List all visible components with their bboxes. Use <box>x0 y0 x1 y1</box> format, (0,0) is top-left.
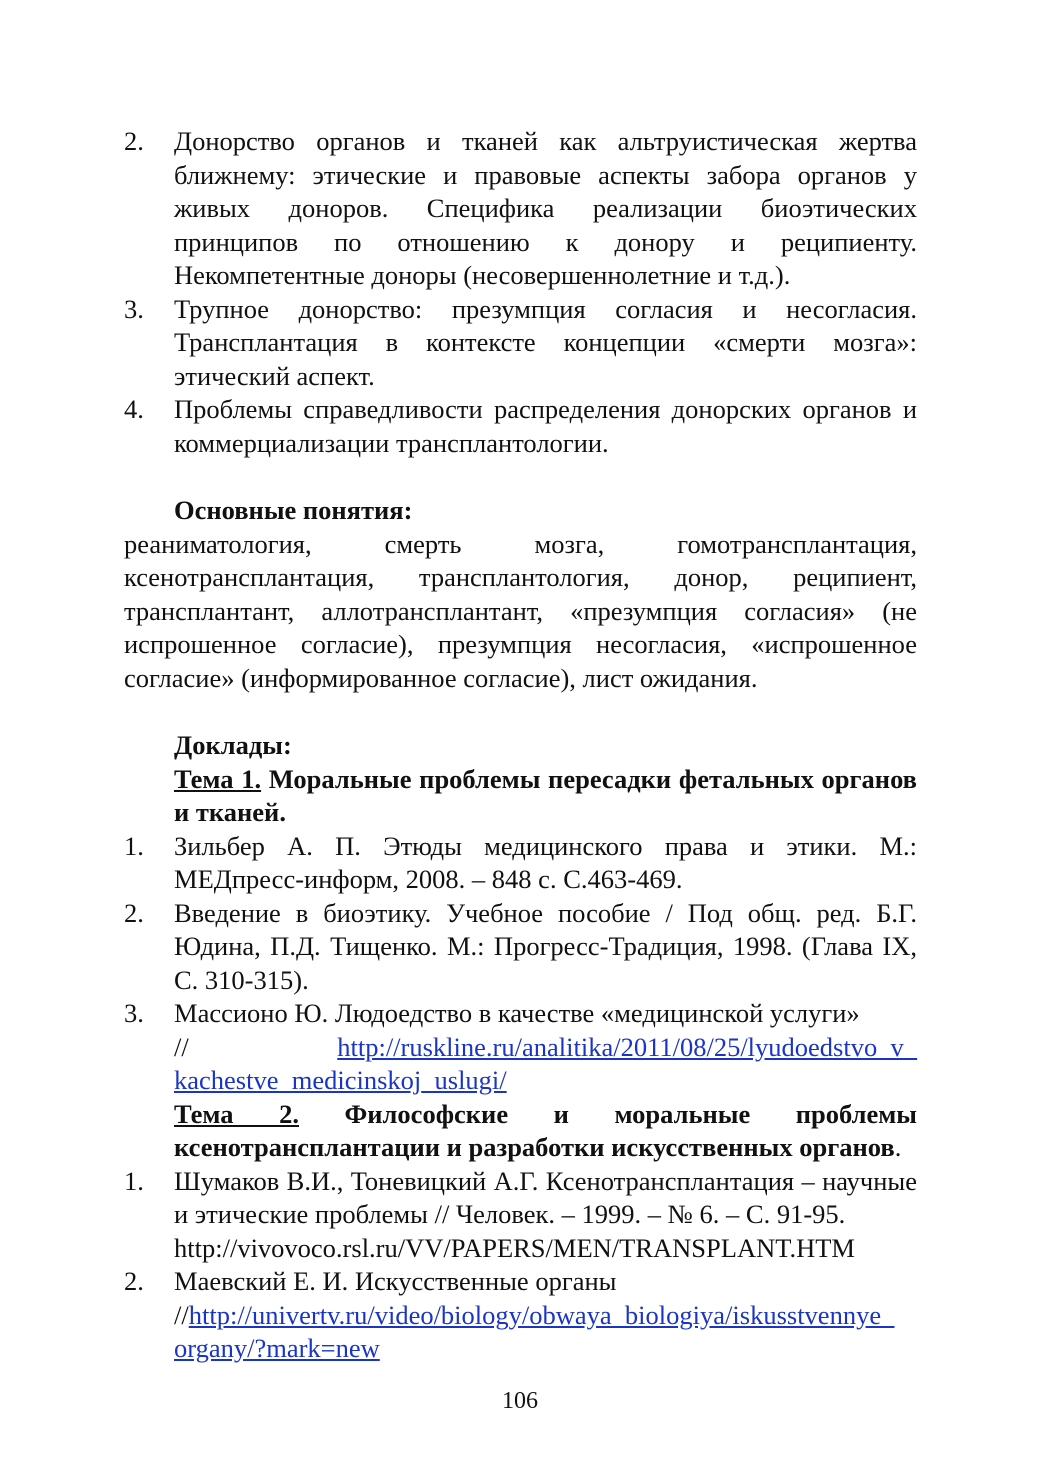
list-item-number: 2. <box>124 1266 144 1296</box>
concepts-text: реаниматология, смерть мозга, гомотрансплантация, ксенотрансплантация, трансплантология, донор, реципиент, трансплантант, аллотрансплантант, «презумпция согласия» (не испрошенное согласие), презумпция несогласия, «испрошенное согласие» (информированное согласие), лист ожидания. <box>124 528 917 693</box>
page-number: 106 <box>502 1388 538 1414</box>
topic-1-label: Тема 1. <box>174 763 262 794</box>
reference-link-continued[interactable]: organy/?mark=new <box>174 1333 380 1363</box>
list-item-text: Проблемы справедливости распределения донорских органов и коммерциализации трансплантологии. <box>174 394 917 458</box>
list-item-number: 4. <box>124 394 144 424</box>
list-item <box>124 1165 917 1266</box>
topic-1-heading <box>124 763 917 830</box>
list-item <box>124 393 917 460</box>
list-item <box>124 997 917 1098</box>
list-item-number: 3. <box>124 293 144 324</box>
list-item-text: Донорство органов и тканей как альтруистическая жертва ближнему: этические и правовые аспекты забора органов у живых доноров. Специфика реализации биоэтических принципов по отношению к донору и реципиенту. Некомпетентные доноры (несовершеннолетние и т.д.). <box>174 126 917 290</box>
list-item-text: Маевский Е. И. Искусственные органы <box>174 1266 617 1296</box>
list-item <box>124 897 917 998</box>
reference-link-line <box>174 1031 917 1065</box>
topic-2-label: Тема 2. <box>174 1098 299 1129</box>
list-item <box>124 125 917 293</box>
reference-link-continued[interactable]: kachestve_medicinskoj_uslugi/ <box>174 1065 507 1095</box>
list-item-text: Введение в биоэтику. Учебное пособие / Под общ. ред. Б.Г. Юдина, П.Д. Тищенко. М.: Прогресс-Традиция, 1998. (Глава IX, С. 310-315). <box>174 897 917 995</box>
list-item-number: 2. <box>124 897 144 928</box>
list-item <box>124 830 917 897</box>
topic-1-references <box>124 830 917 998</box>
reference-link[interactable]: http://univertv.ru/video/biology/obwaya_biologiya/iskusstvennye_ <box>188 1299 895 1330</box>
list-item-text: Трупное донорство: презумпция согласия и несогласия. Трансплантация в контексте концепции «смерти мозга»: этический аспект. <box>174 293 917 391</box>
list-item-number: 2. <box>124 126 144 156</box>
list-item-number: 1. <box>124 830 144 861</box>
topic-2-title: Философские и моральные проблемы ксенотрансплантации и разработки искусственных органов <box>174 1098 917 1162</box>
topic-2-dot: . <box>894 1132 902 1162</box>
list-item-text: Шумаков В.И., Тоневицкий А.Г. Ксенотрансплантация – научные и этические проблемы // Человек. – 1999. – № 6. – С. 91-95. <box>174 1165 917 1229</box>
topic-1-title: Моральные проблемы пересадки фетальных органов и тканей. <box>174 763 917 827</box>
list-item-number: 1. <box>124 1165 144 1196</box>
reference-link[interactable]: http://ruskline.ru/analitika/2011/08/25/lyudoedstvo_v_ <box>337 1031 917 1062</box>
topic-2-heading <box>124 1098 917 1165</box>
list-item-text: Зильбер А. П. Этюды медицинского права и этики. М.: МЕДпресс-информ, 2008. – 848 с. С.463-469. <box>174 830 917 894</box>
numbered-list-questions <box>124 125 917 460</box>
reference-url: http://vivovoco.rsl.ru/VV/PAPERS/MEN/TRANSPLANT.HTM <box>174 1232 855 1263</box>
page-content <box>124 125 917 1366</box>
concepts-heading: Основные понятия: <box>174 495 413 525</box>
reports-heading: Доклады: <box>174 730 292 760</box>
list-item-text: Массионо Ю. Людоедство в качестве «медицинской услуги» <box>174 998 860 1028</box>
list-item <box>124 1265 917 1366</box>
link-prefix: // <box>174 1299 189 1330</box>
list-item-number: 3. <box>124 998 144 1028</box>
link-prefix: // <box>174 1031 189 1062</box>
list-item <box>124 293 917 394</box>
